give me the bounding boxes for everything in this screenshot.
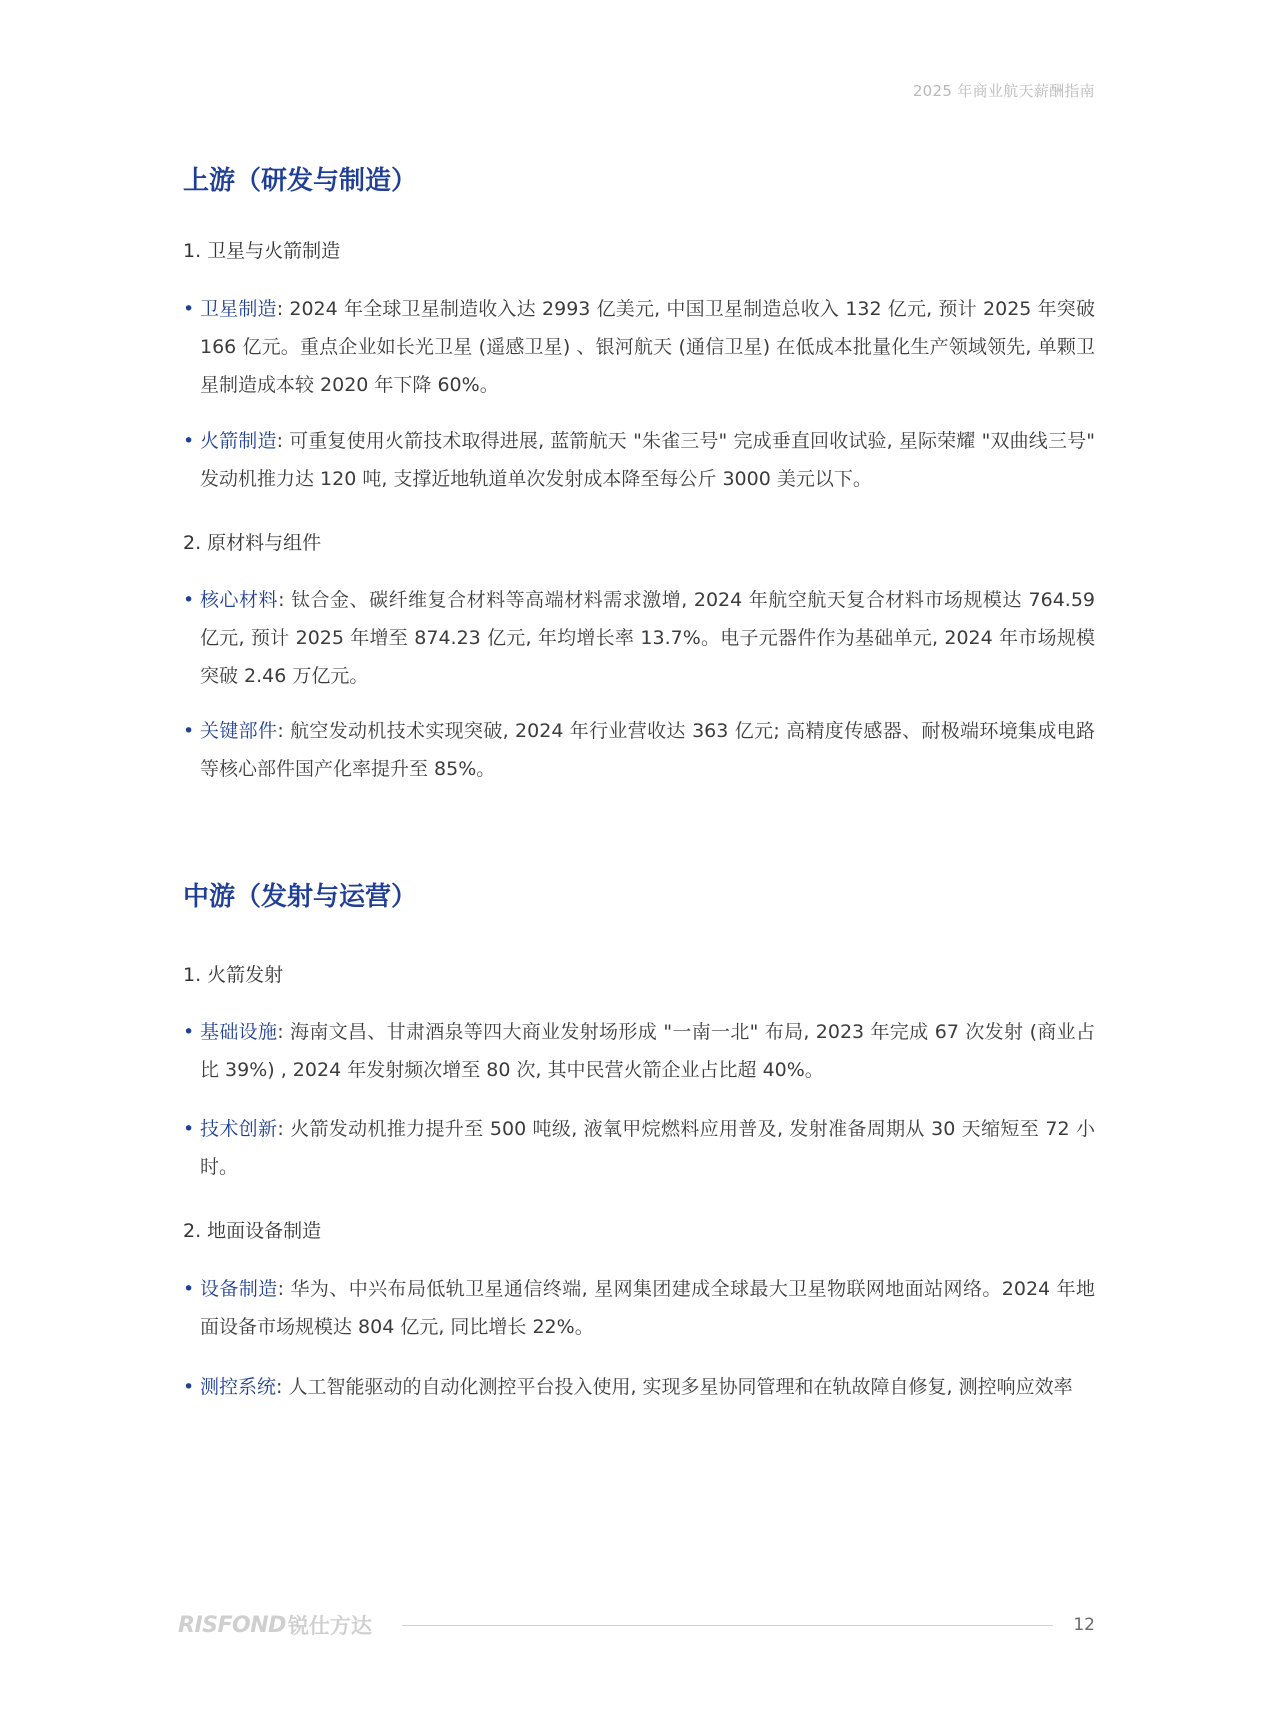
- bullet-term: 卫星制造: [200, 298, 277, 320]
- bullet-body: : 人工智能驱动的自动化测控平台投入使用, 实现多星协同管理和在轨故障自修复, 测控响应效率: [276, 1376, 1073, 1398]
- page-footer: [178, 1610, 1095, 1640]
- risfond-logo: [178, 1610, 372, 1640]
- bullet-dot: •: [183, 1278, 195, 1300]
- bullet-body: : 2024 年全球卫星制造收入达 2993 亿美元, 中国卫星制造总收入 132 亿元, 预计 2025 年突破 166 亿元。重点企业如长光卫星 (遥感卫星) 、银河航天 (通信卫星) 在低成本批量化生产领域领先, 单颗卫星制造成本较 2020 年下降 60%。: [200, 298, 1095, 396]
- subheading-rocket-launch: 1. 火箭发射: [183, 964, 284, 986]
- bullet-term: 基础设施: [200, 1021, 278, 1043]
- bullet-body: : 海南文昌、甘肃酒泉等四大商业发射场形成 "一南一北" 布局, 2023 年完成 67 次发射 (商业占比 39%) , 2024 年发射频次增至 80 次, 其中民营火箭企业占比超 40%。: [200, 1021, 1095, 1081]
- bullet-item-rocket-manufacturing: [183, 422, 1095, 498]
- subheading-satellite-rocket-manufacturing: 1. 卫星与火箭制造: [183, 240, 341, 262]
- bullet-dot: •: [183, 1376, 195, 1398]
- logo-chinese: 锐仕方达: [287, 1614, 372, 1638]
- bullet-term: 设备制造: [200, 1278, 278, 1300]
- section-title-midstream: 中游（发射与运营）: [183, 882, 418, 912]
- bullet-dot: •: [183, 298, 195, 320]
- bullet-body: : 火箭发动机推力提升至 500 吨级, 液氧甲烷燃料应用普及, 发射准备周期从 30 天缩短至 72 小时。: [200, 1118, 1095, 1178]
- bullet-term: 核心材料: [200, 589, 279, 611]
- bullet-term: 技术创新: [200, 1118, 278, 1140]
- bullet-item-equipment-manufacturing: [183, 1270, 1095, 1346]
- bullet-item-infrastructure: [183, 1013, 1095, 1089]
- bullet-body: : 钛合金、碳纤维复合材料等高端材料需求激增, 2024 年航空航天复合材料市场规模达 764.59 亿元, 预计 2025 年增至 874.23 亿元, 年均增长率 13.7%。电子元器件作为基础单元, 2024 年市场规模突破 2.46 万亿元。: [200, 589, 1095, 687]
- subheading-raw-materials-components: 2. 原材料与组件: [183, 532, 322, 554]
- bullet-item-satellite-manufacturing: [183, 290, 1095, 404]
- bullet-term: 关键部件: [200, 720, 278, 742]
- logo-latin: RISFOND: [178, 1612, 286, 1638]
- bullet-item-tt-and-c-system: [183, 1368, 1095, 1406]
- bullet-body: : 可重复使用火箭技术取得进展, 蓝箭航天 "朱雀三号" 完成垂直回收试验, 星际荣耀 "双曲线三号" 发动机推力达 120 吨, 支撑近地轨道单次发射成本降至每公斤 3000 美元以下。: [200, 430, 1095, 490]
- bullet-body: : 华为、中兴布局低轨卫星通信终端, 星网集团建成全球最大卫星物联网地面站网络。2024 年地面设备市场规模达 804 亿元, 同比增长 22%。: [200, 1278, 1095, 1338]
- bullet-term: 测控系统: [200, 1376, 277, 1398]
- bullet-dot: •: [183, 589, 195, 611]
- bullet-dot: •: [183, 430, 195, 452]
- bullet-dot: •: [183, 1021, 195, 1043]
- bullet-item-key-components: [183, 712, 1095, 788]
- bullet-dot: •: [183, 720, 195, 742]
- bullet-body: : 航空发动机技术实现突破, 2024 年行业营收达 363 亿元; 高精度传感器、耐极端环境集成电路等核心部件国产化率提升至 85%。: [200, 720, 1095, 780]
- subheading-ground-equipment: 2. 地面设备制造: [183, 1220, 322, 1242]
- bullet-term: 火箭制造: [200, 430, 277, 452]
- bullet-item-core-materials: [183, 581, 1095, 695]
- running-header: 2025 年商业航天薪酬指南: [912, 82, 1095, 100]
- section-title-upstream: 上游（研发与制造）: [183, 166, 418, 196]
- page-number: 12: [1073, 1615, 1095, 1635]
- bullet-dot: •: [183, 1118, 195, 1140]
- footer-divider: [402, 1625, 1053, 1626]
- bullet-item-tech-innovation: [183, 1110, 1095, 1186]
